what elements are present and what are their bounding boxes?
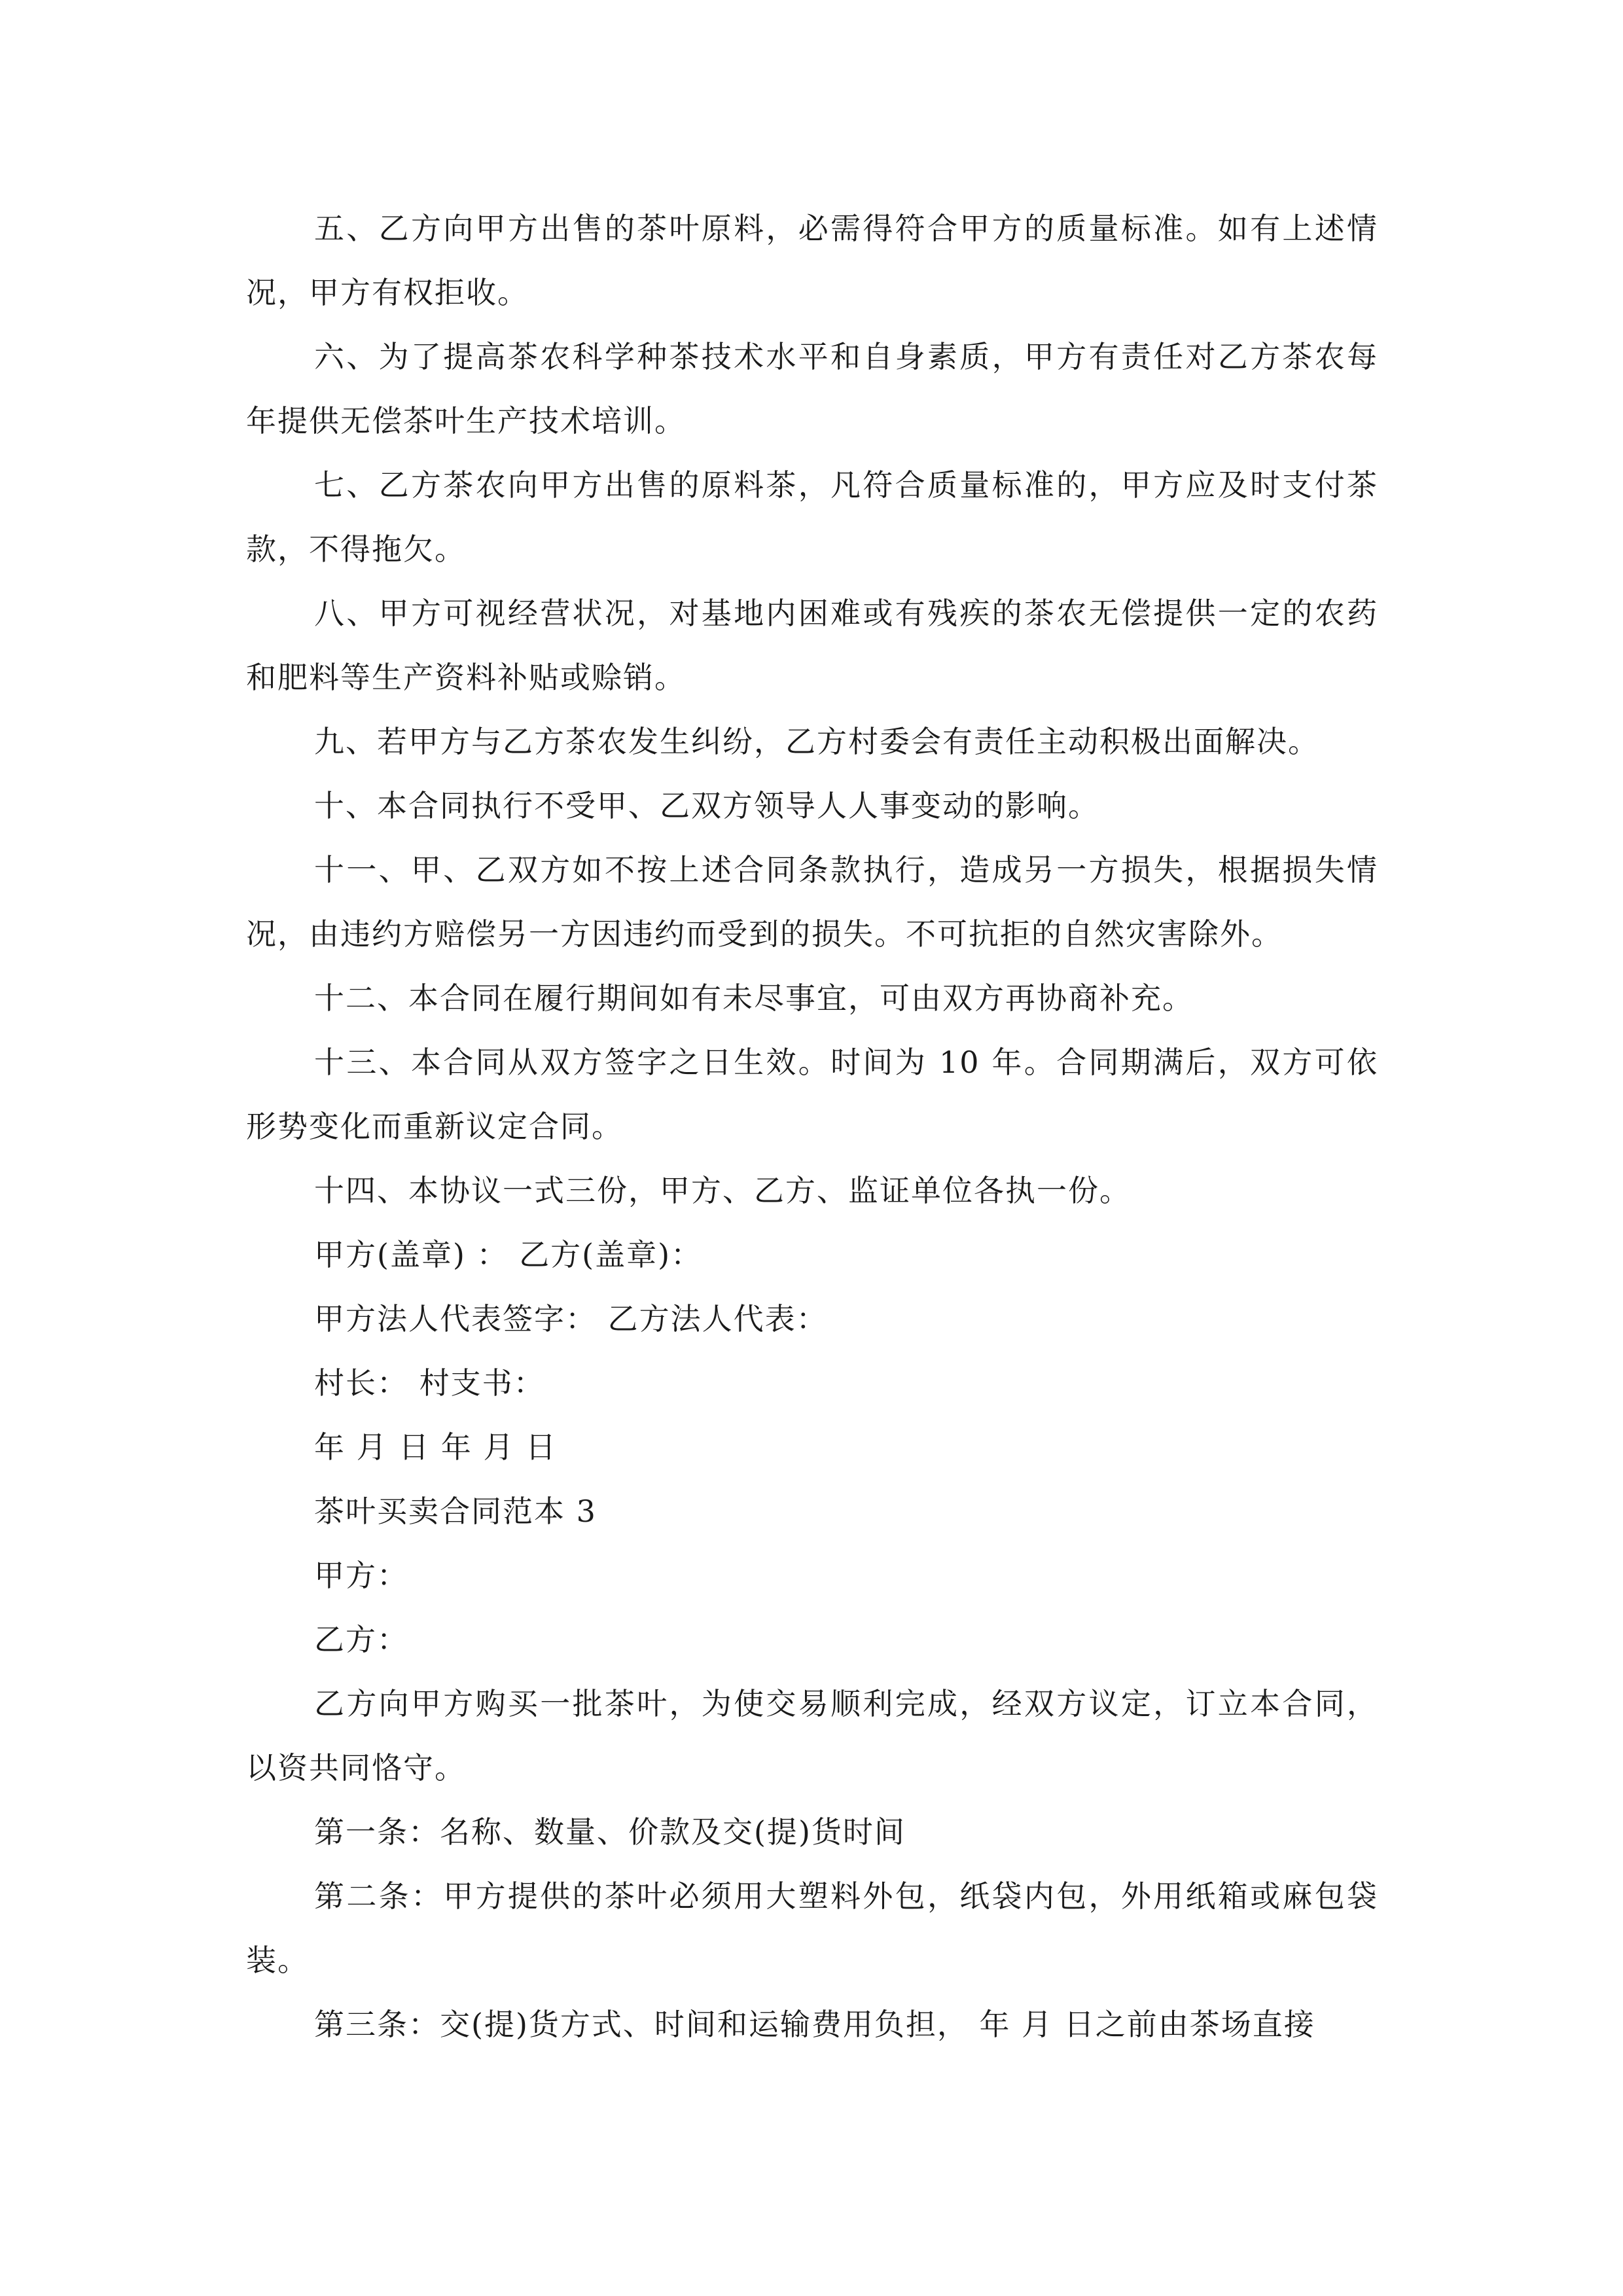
document-body [246,196,1378,2056]
clause-13: 十三、本合同从双方签字之日生效。时间为 10 年。合同期满后，双方可依形势变化而重新议定合同。 [246,1045,1378,1144]
article-2: 第二条：甲方提供的茶叶必须用大塑料外包，纸袋内包，外用纸箱或麻包袋装。 [246,1878,1378,1978]
date-line: 年 月 日 年 月 日 [314,1429,558,1465]
contract-intro: 乙方向甲方购买一批茶叶，为使交易顺利完成，经双方议定，订立本合同，以资共同恪守。 [246,1686,1378,1785]
clause-12: 十二、本合同在履行期间如有未尽事宜，可由双方再协商补充。 [314,980,1194,1016]
party-a-label: 甲方： [314,1558,408,1593]
article-1: 第一条：名称、数量、价款及交(提)货时间 [314,1814,906,1850]
clause-10: 十、本合同执行不受甲、乙双方领导人人事变动的影响。 [314,788,1099,823]
article-3: 第三条：交(提)货方式、时间和运输费用负担， 年 月 日之前由茶场直接 [314,2007,1315,2042]
clause-8: 八、甲方可视经营状况，对基地内困难或有残疾的茶农无偿提供一定的农药和肥料等生产资料补贴或赊销。 [246,596,1378,695]
section-title: 茶叶买卖合同范本 3 [314,1494,597,1529]
clause-5: 五、乙方向甲方出售的茶叶原料，必需得符合甲方的质量标准。如有上述情况，甲方有权拒收。 [246,211,1378,310]
party-b-label: 乙方： [314,1622,408,1657]
party-seal-line: 甲方(盖章) ： 乙方(盖章)： [314,1237,703,1272]
clause-14: 十四、本协议一式三份，甲方、乙方、监证单位各执一份。 [314,1173,1131,1208]
clause-9: 九、若甲方与乙方茶农发生纠纷，乙方村委会有责任主动积极出面解决。 [314,724,1319,759]
clause-7: 七、乙方茶农向甲方出售的原料茶，凡符合质量标准的，甲方应及时支付茶款，不得拖欠。 [246,467,1378,567]
clause-6: 六、为了提高茶农科学种茶技术水平和自身素质，甲方有责任对乙方茶农每年提供无偿茶叶生产技术培训。 [246,339,1378,439]
village-head-line: 村长： 村支书： [314,1365,545,1401]
clause-11: 十一、甲、乙双方如不按上述合同条款执行，造成另一方损失，根据损失情况，由违约方赔偿另一方因违约而受到的损失。不可抗拒的自然灾害除外。 [246,852,1378,952]
legal-rep-line: 甲方法人代表签字： 乙方法人代表： [314,1301,828,1336]
